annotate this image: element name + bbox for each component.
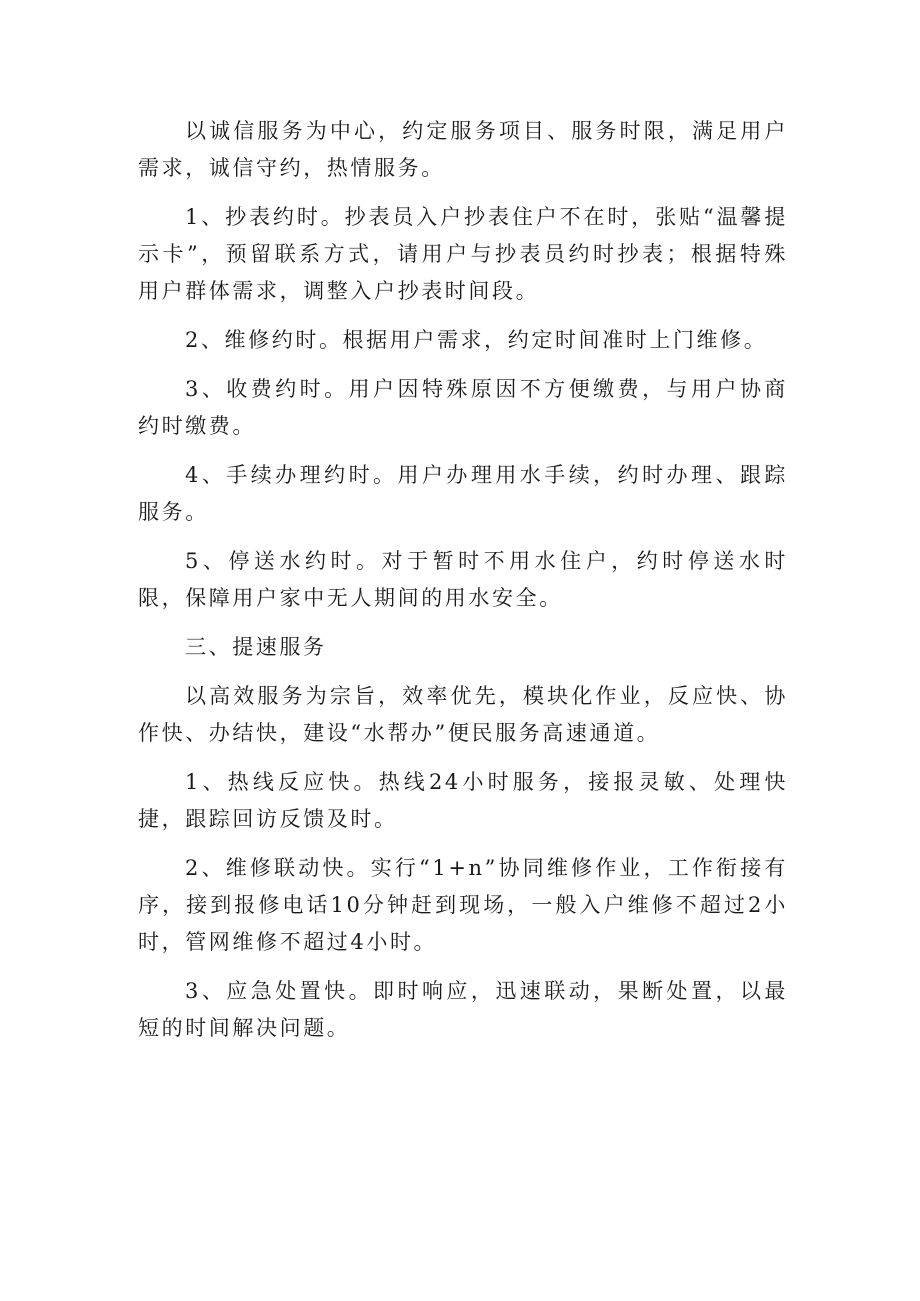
paragraph-meter-reading: 1、抄表约时。抄表员入户抄表住户不在时，张贴“温馨提示卡”，预留联系方式，请用户与抄表员约时抄表；根据特殊用户群体需求，调整入户抄表时间段。 <box>138 205 788 303</box>
paragraph-payment-appointment: 3、收费约时。用户因特殊原因不方便缴费，与用户协商约时缴费。 <box>138 377 788 438</box>
paragraph-hotline: 1、热线反应快。热线24小时服务，接报灵敏、处理快捷，跟踪回访反馈及时。 <box>138 770 788 831</box>
paragraph-emergency-response: 3、应急处置快。即时响应，迅速联动，果断处置，以最短的时间解决问题。 <box>138 979 788 1040</box>
paragraph-repair-appointment: 2、维修约时。根据用户需求，约定时间准时上门维修。 <box>185 328 768 352</box>
paragraph-water-supply-appointment: 5、停送水约时。对于暂时不用水住户，约时停送水时限，保障用户家中无人期间的用水安全。 <box>138 549 788 610</box>
paragraph-intro-efficiency: 以高效服务为宗旨，效率优先，模块化作业，反应快、协作快、办结快，建设“水帮办”便民服务高速通道。 <box>138 684 788 745</box>
paragraph-procedure-appointment: 4、手续办理约时。用户办理用水手续，约时办理、跟踪服务。 <box>138 463 788 524</box>
document-body <box>138 113 788 1059</box>
section-heading-speed-service: 三、提速服务 <box>185 635 327 659</box>
paragraph-intro-honesty: 以诚信服务为中心，约定服务项目、服务时限，满足用户需求，诚信守约，热情服务。 <box>138 119 788 180</box>
paragraph-repair-coordination: 2、维修联动快。实行“1+n”协同维修作业，工作衔接有序，接到报修电话10分钟赶到现场，一般入户维修不超过2小时，管网维修不超过4小时。 <box>138 856 788 954</box>
